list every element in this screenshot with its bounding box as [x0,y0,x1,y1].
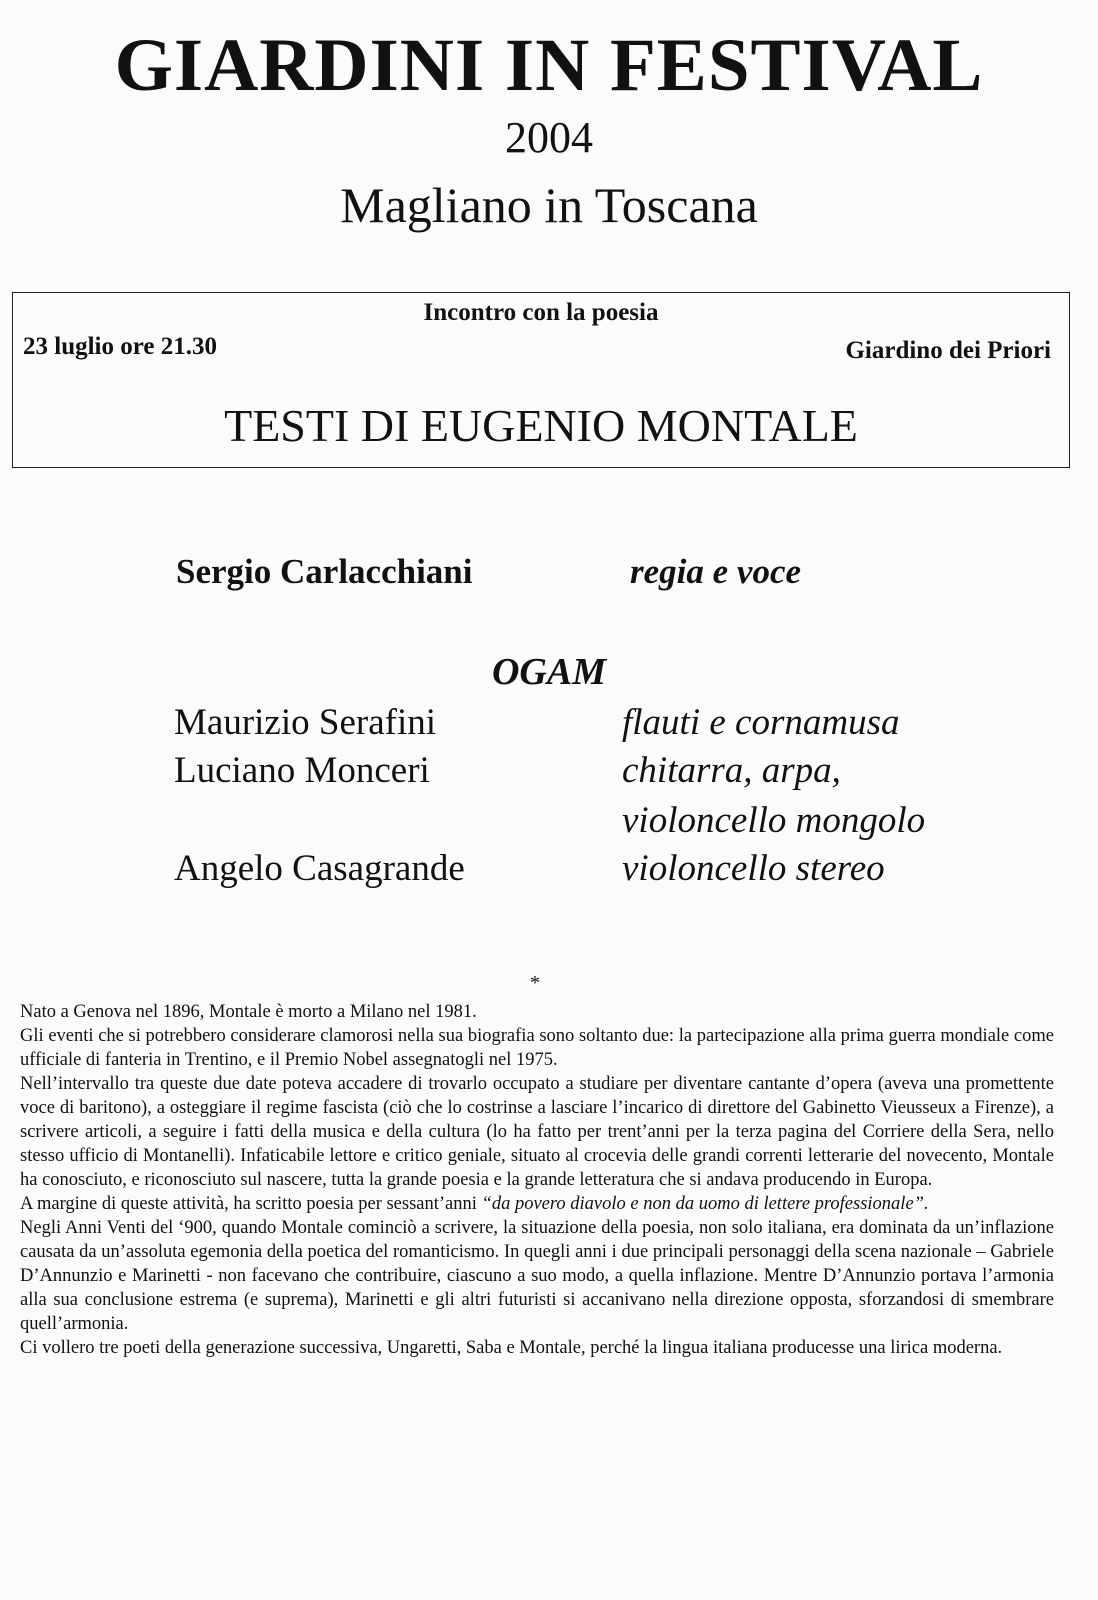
biography-text [20,1000,1054,1360]
member-name: Angelo Casagrande [174,848,465,889]
director-role: regia e voce [630,552,802,591]
festival-title: GIARDINI IN FESTIVAL [114,24,984,107]
section-separator: * [530,972,540,994]
member-role: violoncello stereo [622,848,885,889]
director-name: Sergio Carlacchiani [176,552,473,591]
bio-paragraph: Nell’intervallo tra queste due date poteva accadere di trovarlo occupato a studiare per diventare cantante d’opera (aveva una promettente voce di baritono), a osteggiare il regime fascista (ciò che lo costrinse a lasciare l’incarico di direttore del Gabinetto Vieusseux a Firenze), a scrivere articoli, a seguire i fatti della musica e della cultura (lo ha fatto per trent’anni per la terza pagina del Corriere della Sera, nello stesso ufficio di Montanelli). Infaticabile lettore e critico geniale, situato al crocevia delle grandi correnti letterarie del novecento, Montale ha conosciuto, e riconosciuto sul nascere, tutta la grande poesia e la grande letteratura che si andava producendo in Europa. [20,1074,1054,1190]
festival-town: Magliano in Toscana [340,177,758,233]
bio-paragraph [20,1192,1054,1216]
event-info-box [12,292,1070,468]
event-heading: TESTI DI EUGENIO MONTALE [224,400,858,451]
event-date-time: 23 luglio ore 21.30 [23,333,217,360]
member-role: flauti e cornamusa [622,702,900,743]
member-role: chitarra, arpa, [622,750,841,791]
bio-paragraph: Gli eventi che si potrebbero considerare clamorosi nella sua biografia sono soltanto due: la partecipazione alla prima guerra mondiale come ufficiale di fanteria in Trentino, e il Premio Nobel assegnatogli nel 1975. [20,1026,1054,1070]
member-name: Luciano Monceri [174,750,430,791]
bio-text: A margine di queste attività, ha scritto poesia per sessant’anni [20,1194,482,1214]
member-role-continued: violoncello mongolo [622,800,926,841]
member-name: Maurizio Serafini [174,702,436,743]
event-venue: Giardino dei Priori [845,337,1051,364]
bio-paragraph: Ci vollero tre poeti della generazione successiva, Ungaretti, Saba e Montale, perché la lingua italiana producesse una lirica moderna. [20,1338,1003,1358]
bio-paragraph: Nato a Genova nel 1896, Montale è morto a Milano nel 1981. [20,1002,477,1022]
bio-paragraph: Negli Anni Venti del ‘900, quando Montale cominciò a scrivere, la situazione della poesia, non solo italiana, era dominata da un’inflazione causata da un’assoluta egemonia della poetica del romanticismo. In quegli anni i due principali personaggi della scena nazionale – Gabriele D’Annunzio e Marinetti - non facevano che contribuire, ciascuno a suo modo, a quella inflazione. Mentre D’Annunzio portava l’armonia alla sua conclusione estrema (e suprema), Marinetti e gli altri futuristi si accanivano nella direzione opposta, sforzandosi di smembrare quell’armonia. [20,1218,1054,1334]
bio-quote: “da povero diavolo e non da uomo di lettere professionale”. [481,1194,929,1214]
event-subtitle: Incontro con la poesia [423,299,659,326]
festival-year: 2004 [505,113,593,162]
group-name: OGAM [491,651,607,693]
